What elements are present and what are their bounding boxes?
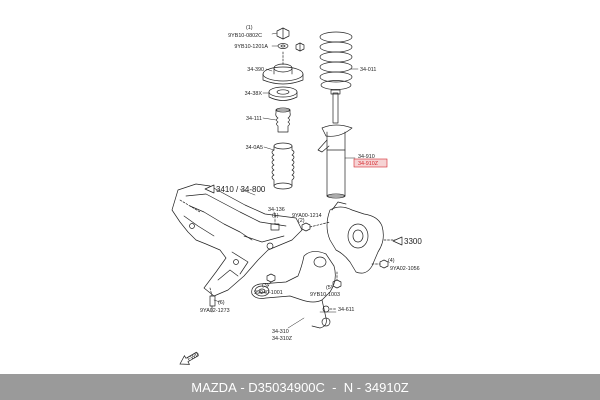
label-knuckle: 3300 [404,237,422,246]
label-clip: 34-136 [268,207,285,213]
footer-sep-2: - [324,379,344,395]
part-footer-bar [0,374,600,400]
fwd-arrow-icon [178,349,202,368]
top-washer [278,44,288,49]
knuckle-bolt [302,222,330,231]
knuckle-callout-arrow [393,237,402,245]
lower-arm-nut [333,272,341,288]
label-bolt-top: 9YB10-0802C [228,33,262,39]
qty-top: (1) [246,25,253,31]
dust-boot [272,143,294,189]
label-mount: 34-390 [247,67,264,73]
footer-oem-ref: N - 34910Z [343,379,409,395]
strut-bearing [269,87,297,101]
label-washer-top: 9YB10-1201A [234,44,268,50]
label-lower-arm-nut: 9YB10-1003 [310,292,340,298]
footer-part-number: D35034900C [248,379,325,395]
footer-brand: MAZDA [191,379,237,395]
top-nut [277,28,289,39]
footer-sep-1: - [236,379,249,395]
qty-nut-knuckle: (2) [298,218,305,224]
label-boot: 34-0A5 [245,145,263,151]
label-ball-joint: 34-611 [338,307,355,313]
label-bearing: 34-38X [244,91,262,97]
qty-bolt-knuckle: (4) [388,258,395,264]
qty-front-bolt: (6) [218,300,225,306]
label-lower-arm-alt: 34-310Z [272,336,293,342]
label-strut-alt: 34-910Z [358,161,379,167]
label-nut-knuckle: 9YA00-1214 [292,213,322,219]
side-nut [296,43,304,51]
label-spring: 34-011 [360,67,377,73]
ball-joint [323,306,336,312]
subframe [172,184,302,296]
label-bump-stop: 34-111 [246,116,262,122]
label-front-bolt: 9YA02-1273 [200,308,230,314]
label-bolt-knuckle: 9YA02-1056 [390,266,420,272]
coil-spring [320,32,352,90]
label-subframe: 3410 / 34-800 [216,185,266,194]
strut-mount [263,52,303,84]
bump-stop [276,108,291,132]
qty-lower-arm-nut: (5) [326,285,333,291]
shock-absorber [318,90,352,198]
label-bushing-bolt: 99940-1001 [254,290,283,296]
steering-knuckle [327,202,396,273]
fwd-label: FWD [186,351,201,363]
qty-bushing-bolt: (3) [262,283,269,289]
label-lower-arm: 34-310 [272,329,289,335]
qty-clip: (1) [272,213,279,219]
label-strut: 34-910 [358,154,375,160]
